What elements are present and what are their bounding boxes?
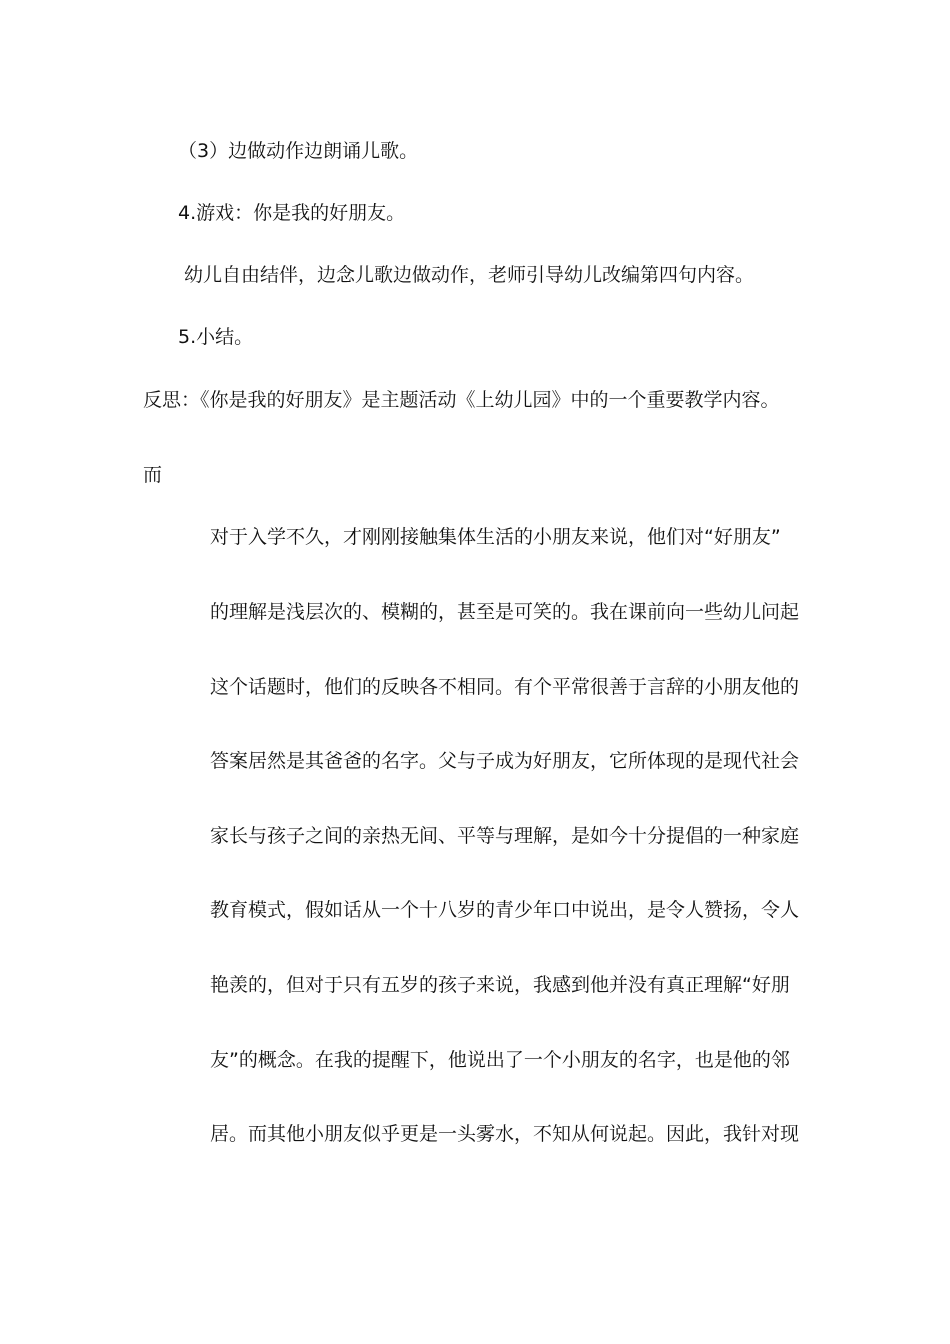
reflection-conjunction: 而 [143, 464, 163, 486]
reflection-line: 居。而其他小朋友似乎更是一头雾水，不知从何说起。因此，我针对现 [210, 1123, 800, 1145]
step-3-recite: （3）边做动作边朗诵儿歌。 [178, 140, 419, 162]
reflection-line: 家长与孩子之间的亲热无间、平等与理解，是如今十分提倡的一种家庭 [210, 825, 800, 847]
reflection-line: 对于入学不久，才刚刚接触集体生活的小朋友来说，他们对“好朋友” [210, 526, 781, 548]
step-4-game: 4.游戏：你是我的好朋友。 [178, 202, 406, 224]
reflection-line: 答案居然是其爸爸的名字。父与子成为好朋友，它所体现的是现代社会 [210, 750, 800, 772]
step-4-description: 幼儿自由结伴，边念儿歌边做动作，老师引导幼儿改编第四句内容。 [184, 264, 755, 286]
reflection-line: 这个话题时，他们的反映各不相同。有个平常很善于言辞的小朋友他的 [210, 676, 800, 698]
step-5-summary: 5.小结。 [178, 326, 254, 348]
reflection-line: 的理解是浅层次的、模糊的，甚至是可笑的。我在课前向一些幼儿问起 [210, 601, 800, 623]
reflection-intro: 反思：《你是我的好朋友》是主题活动《上幼儿园》中的一个重要教学内容。 [143, 389, 780, 411]
reflection-line: 教育模式，假如话从一个十八岁的青少年口中说出，是令人赞扬，令人 [210, 899, 800, 921]
reflection-line: 艳羡的，但对于只有五岁的孩子来说，我感到他并没有真正理解“好朋 [210, 974, 790, 996]
reflection-line: 友”的概念。在我的提醒下，他说出了一个小朋友的名字，也是他的邻 [210, 1049, 790, 1071]
